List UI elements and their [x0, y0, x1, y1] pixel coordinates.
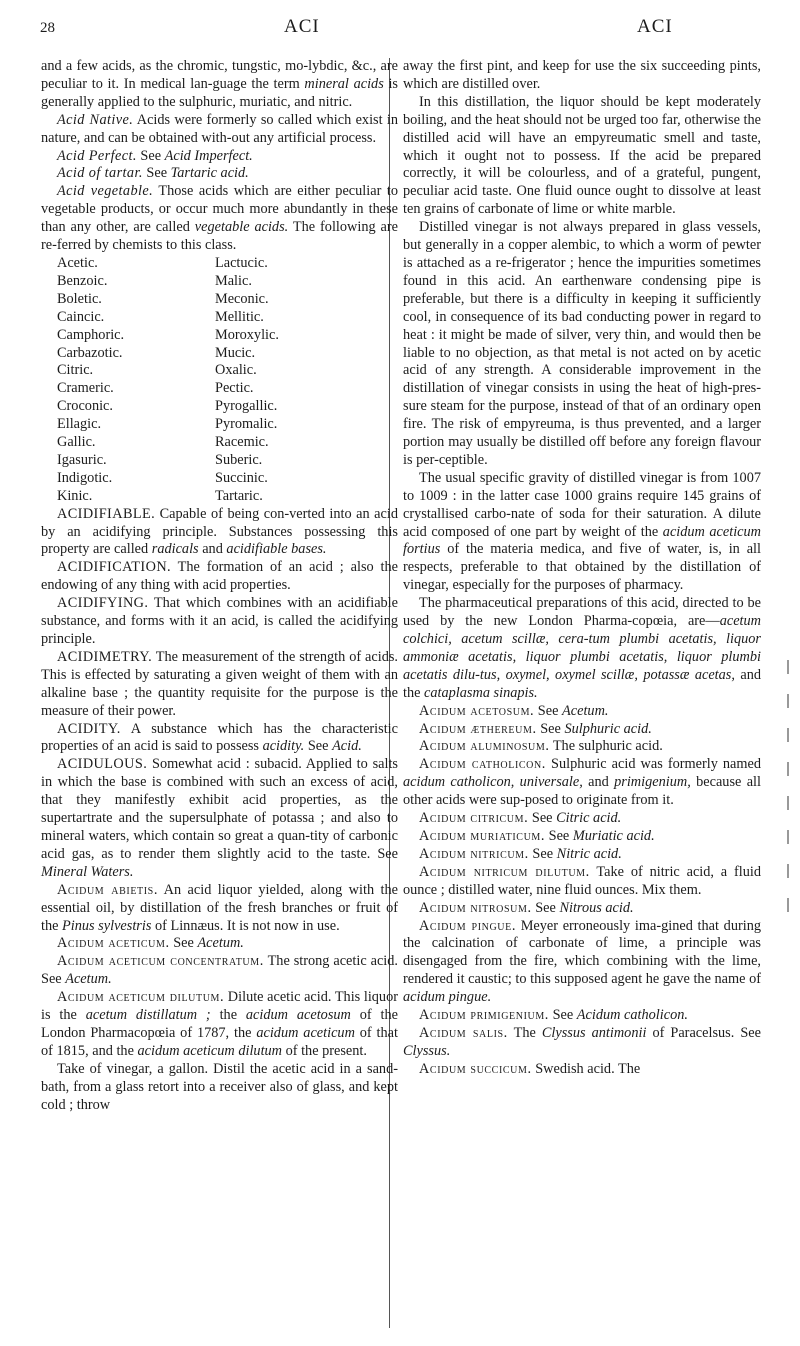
acid-list-item: Kinic. — [57, 487, 93, 504]
entry-acidum-aceticum-concentratum: Acidum aceticum concentratum. The strong acetic acid. See Acetum. — [41, 953, 398, 988]
entry-acidum-aethereum: Acidum æthereum. See Sulphuric acid. — [419, 720, 652, 737]
left-column — [41, 58, 398, 1114]
page-number: 28 — [40, 20, 55, 36]
entry-acidum-pingue: Acidum pingue. Meyer erroneously ima-gined that during the calcination of carbonate of lime, a principle was disengaged from the fire, which combining with the lime, rendered it caustic; to this supposed agent he gave the name of acidum pingue. — [403, 917, 762, 1006]
entry-acidum-acetosum: Acidum acetosum. See Acetum. — [419, 702, 609, 719]
acid-list-item: Ellagic. — [57, 416, 102, 433]
entry-acid-native: Acid Native. Acids were formerly so called which exist in nature, and can be obtained with-out any artificial process. — [41, 111, 399, 146]
acid-list-item: Pyromalic. — [215, 416, 278, 433]
entry-acidum-succicum: Acidum succicum. Swedish acid. The — [419, 1060, 641, 1077]
running-head-right: ACI — [637, 16, 673, 37]
entry-acidum-aceticum: Acidum aceticum. See Acetum. — [57, 935, 244, 952]
acid-list-item: Meconic. — [215, 290, 269, 307]
acid-list-item: Croconic. — [57, 398, 113, 415]
acid-list-item: Mellitic. — [215, 308, 264, 325]
entry-acidifying: ACIDIFYING. That which combines with an acidifiable substance, and forms with it an acid, is called the acidifying principle. — [41, 595, 398, 647]
acid-list-item: Igasuric. — [57, 451, 107, 468]
acid-list-item: Lactucic. — [215, 254, 268, 271]
entry-acid-perfect: Acid Perfect. See Acid Imperfect. — [57, 147, 253, 164]
entry-acidum-nitricum-dilutum: Acidum nitricum dilutum. Take of nitric acid, a fluid ounce ; distilled water, nine fluid ounces. Mix them. — [403, 863, 761, 898]
acid-list-item: Benzoic. — [57, 272, 108, 289]
running-head-left: ACI — [284, 16, 320, 37]
entry-acidum-primigenium: Acidum primigenium. See Acidum catholicon. — [419, 1007, 688, 1024]
entry-acidum-citricum: Acidum citricum. See Citric acid. — [419, 810, 622, 827]
acid-list-item: Gallic. — [57, 434, 96, 451]
acid-list-item: Carbazotic. — [57, 344, 123, 361]
acid-list-item: Moroxylic. — [215, 326, 279, 343]
entry-acid-of-tartar: Acid of tartar. See Tartaric acid. — [57, 165, 249, 182]
entry-acidifiable: ACIDIFIABLE. Capable of being con-verted into an acid by an acidifying principle. Substances possessing this property are called radicals and acidifiable bases. — [41, 505, 398, 558]
acid-list-item: Suberic. — [215, 451, 263, 468]
entry-acidum-aluminosum: Acidum aluminosum. The sulphuric acid. — [419, 738, 663, 755]
entry-acid-vegetable: Acid vegetable. Those acids which are either peculiar to vegetable products, or occur much more abundantly in these than any other, are called vegetable acids. The following are re-ferred by chemists to this class. — [41, 183, 398, 254]
acid-list-item: Racemic. — [215, 434, 269, 451]
paragraph-preparations: The pharmaceutical preparations of this acid, directed to be used by the new London Pharma-copœia, are—acetum colchici, acetum scillæ, cera-tum plumbi acetatis, liquor ammoniæ acetatis, liquor plumbi acetatis, liquor plumbi acetatis dilu-tus, oxymel, oxymel scillæ, potassæ acetas, and the cataplasma sinapis. — [403, 595, 761, 701]
entry-vinegar-directions: Take of vinegar, a gallon. Distil the acetic acid in a sand-bath, from a glass retort into a receiver also of glass, and kept cold ; throw — [41, 1060, 398, 1113]
entry-acidum-abietis: Acidum abietis. An acid liquor yielded, along with the essential oil, by distillation of the fresh branches or fruit of the Pinus sylvestris of Linnæus. It is not now in use. — [41, 881, 398, 934]
paragraph-distilled-vinegar: Distilled vinegar is not always prepared in glass vessels, but generally in a copper alembic, to which a worm of pewter is attached as a re-frigerator ; hence the impurities sometimes found in this acid. An earthenware condensing pipe is preferable, but there is a difficulty in keeping it sufficiently cool, in consequence of its bad conducting power in regard to heat : it might be made of silver, very thin, and would then be liable to no objection, as that metal is not acted on by acetic acid of any strength. A considerable improvement in the distillation of vinegar consists in using the heat of high-pres-sure steam for the purpose, instead of that of an ordinary open fire. The risk of empyreuma, is thus prevented, and a larger portion may usually be distilled off before any foreign flavour is per-ceptible. — [403, 219, 761, 468]
page-header — [40, 14, 760, 42]
acid-list-item: Acetic. — [57, 254, 98, 271]
entry-acidum-catholicon: Acidum catholicon. Sulphuric acid was formerly named acidum catholicon, universale, and primigenium, because all other acids were sup-posed to originate from it. — [403, 756, 762, 809]
entry-acidum-nitricum: Acidum nitricum. See Nitric acid. — [419, 845, 622, 862]
acid-list-item: Succinic. — [215, 469, 268, 486]
entry-acidum-salis: Acidum salis. The Clyssus antimonii of Paracelsus. See Clyssus. — [403, 1024, 761, 1059]
acid-list-item: Crameric. — [57, 380, 114, 397]
acid-list-item: Camphoric. — [57, 326, 125, 343]
entry-acidulous: ACIDULOUS. Somewhat acid : subacid. Applied to salts in which the base is combined with such an excess of acid, that they manifestly exhibit acid properties, as the supertartrate and the supersulphate of potassa ; and also to mineral waters, which contain so great a quan-tity of carbonic acid gas, as to render them slightly acid to the taste. See Mineral Waters. — [41, 756, 398, 880]
entry-acidum-muriaticum: Acidum muriaticum. See Muriatic acid. — [419, 827, 655, 844]
acid-list-item: Pectic. — [215, 380, 254, 397]
acid-list-item: Boletic. — [57, 290, 102, 307]
acid-list-item: Citric. — [57, 362, 94, 379]
acid-list-item: Caincic. — [57, 308, 105, 325]
entry-intro: and a few acids, as the chromic, tungstic, mo-lybdic, &c., are peculiar to it. In medical lan-guage the term mineral acids is generally applied to the sulphuric, muriatic, and nitric. — [41, 58, 398, 110]
paragraph-distillation: In this distillation, the liquor should be kept moderately boiling, and the heat should not be urged too far, otherwise the distilled acid will have an empyreumatic smell and taste, which it ought not to possess. If the acid be prepared correctly, it will be colourless, and of a grateful, pungent, peculiar acid taste. One fluid ounce ought to dissolve at least ten grains of carbonate of lime or white marble. — [403, 93, 761, 218]
right-column — [403, 58, 761, 1079]
page-edge-marks — [784, 640, 792, 1340]
acid-list-item: Indigotic. — [57, 469, 113, 486]
entry-continuation: away the first pint, and keep for use the six succeeding pints, which are distilled over. — [403, 58, 761, 92]
entry-acidum-aceticum-dilutum: Acidum aceticum dilutum. Dilute acetic acid. This liquor is the acetum distillatum ; the acidum acetosum of the London Pharmacopœia of 1787, the acidum aceticum of that of 1815, and the acidum aceticum dilutum of the present. — [41, 989, 398, 1059]
entry-acidum-nitrosum: Acidum nitrosum. See Nitrous acid. — [419, 899, 634, 916]
acid-list-item: Malic. — [215, 272, 252, 289]
entry-acidification: ACIDIFICATION. The formation of an acid ; also the endowing of any thing with acid properties. — [41, 559, 398, 594]
paragraph-specific-gravity: The usual specific gravity of distilled vinegar is from 1007 to 1009 : in the latter case 1000 grains require 145 grains of crystallised carbo-nate of soda for their saturation. A dilute acid composed of one part by weight of the acidum aceticum fortius of the materia medica, and five of water, is, in all respects, preferable to that obtained by the distillation of vinegar, especially for the purposes of pharmacy. — [403, 469, 762, 594]
vegetable-acids-list — [41, 255, 398, 506]
acid-list-item: Tartaric. — [215, 487, 263, 504]
acid-list-item: Mucic. — [215, 344, 256, 361]
acid-list-item: Oxalic. — [215, 362, 257, 379]
entry-acidimetry: ACIDIMETRY. The measurement of the strength of acids. This is effected by saturating a given weight of them with an alkaline base ; the quantity requisite for the purpose is the measure of their power. — [41, 648, 398, 719]
acid-list-item: Pyrogallic. — [215, 398, 278, 415]
entry-acidity: ACIDITY. A substance which has the characteristic properties of an acid is said to possess acidity. See Acid. — [41, 720, 398, 755]
